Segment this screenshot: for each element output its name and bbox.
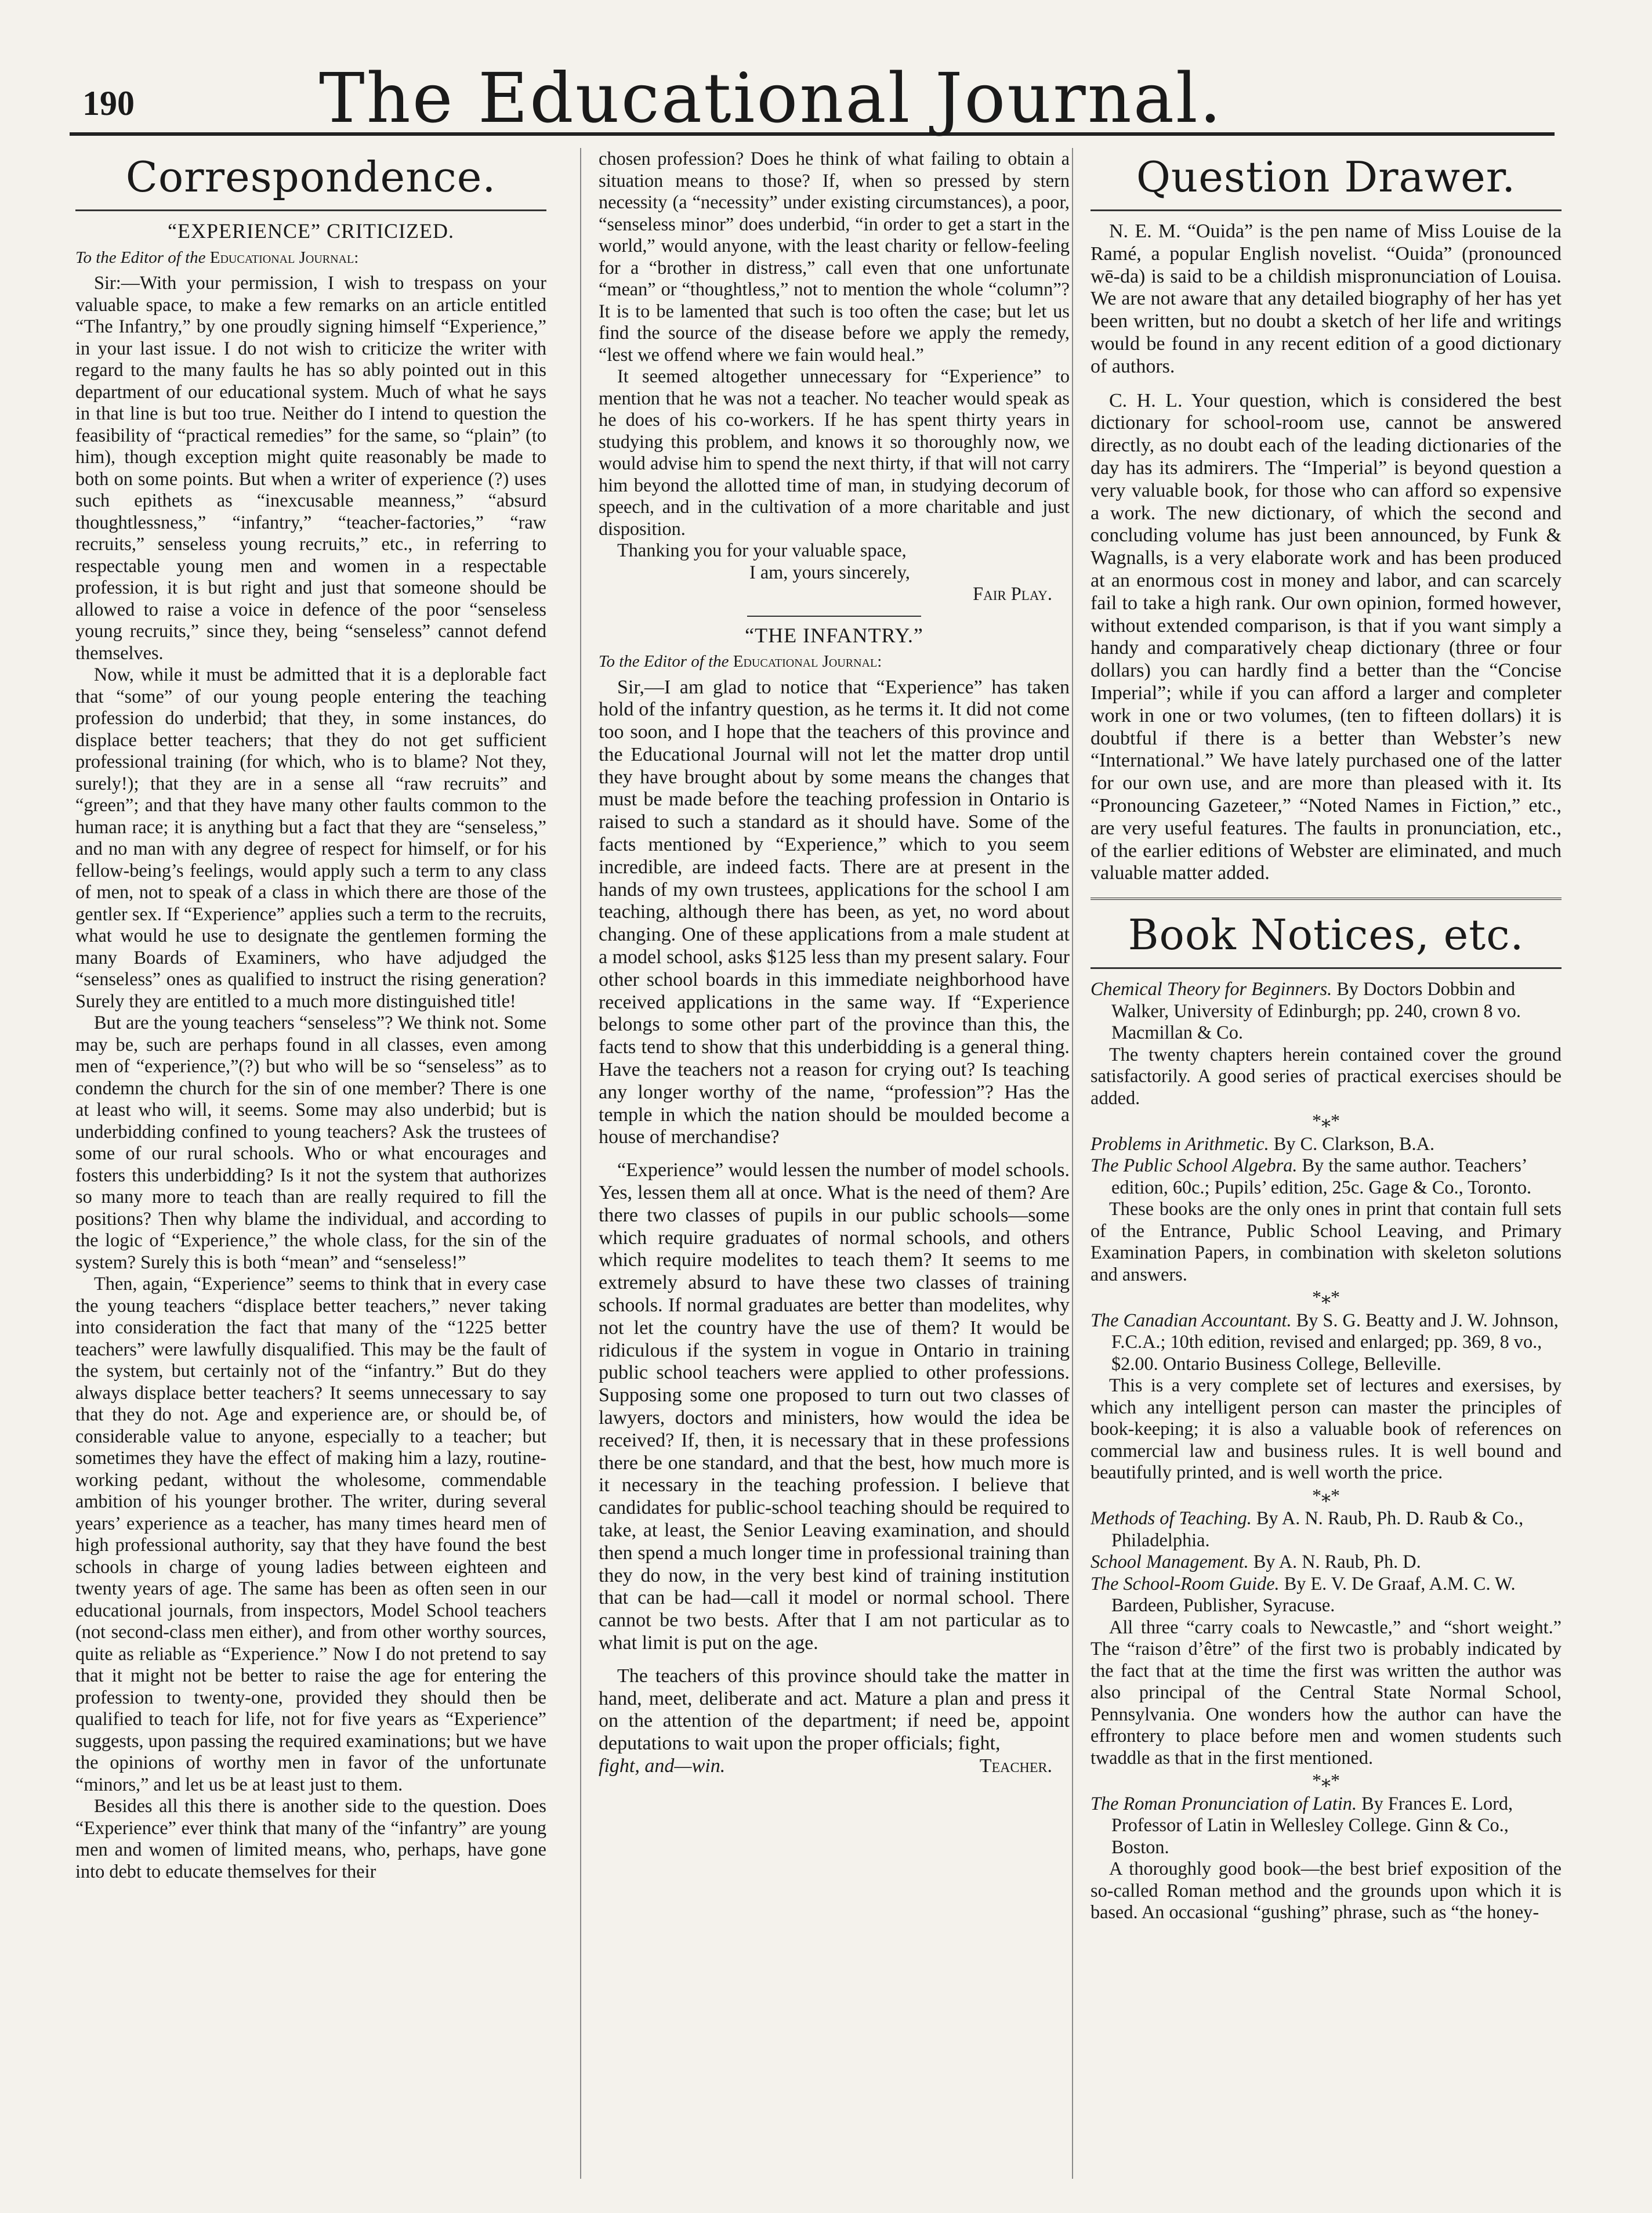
book-entry	[1091, 978, 1562, 1044]
book-notices-heading: Book Notices, etc.	[1128, 910, 1524, 960]
letter-heading: “THE INFANTRY.”	[745, 623, 923, 647]
heading-rule	[75, 209, 546, 211]
letter-paragraph: Now, while it must be admitted that it is a deplorable fact that “some” of our young people entering the teaching profession do underbid; that they, in some instances, do displace better teachers; that they do not get sufficient professional training (for which, who is to blame? Not they, surely!); that they are in a sense all “raw recruits” and “green”; and that they have many other faults common to the human race; it is anything but a fact that they are “senseless,” and no man with any degree of respect for himself, or for his fellow-being’s feelings, would apply such a term to any class of men, not to speak of a class in which there are those of the gentler sex. If “Experience” applies such a term to the recruits, what would he use to designate the gentlemen forming the many Boards of Examiners, who have adjudged the “senseless” ones as qualified to instruct the rising generation? Surely they are entitled to a much more distinguished title!	[75, 664, 546, 1011]
question-drawer-heading: Question Drawer.	[1136, 153, 1516, 201]
to-editor-line	[75, 247, 546, 269]
book-title: The Roman Pronunciation of Latin.	[1091, 1792, 1357, 1814]
letter-paragraph: Besides all this there is another side to the question. Does “Experience” ever think that many of the “infantry” are young men and women of limited means, who, perhaps, have gone into debt to educate themselves for their	[75, 1795, 546, 1882]
letter-closing: I am, yours sincerely,	[749, 561, 910, 583]
section-rule	[1091, 898, 1562, 902]
book-entry	[1091, 1573, 1562, 1617]
book-title: School Management.	[1091, 1551, 1249, 1572]
book-title: Chemical Theory for Beginners.	[1091, 978, 1332, 1000]
asterism-separator: *⁎*	[1312, 1484, 1340, 1506]
book-review: These books are the only ones in print that contain full sets of the Entrance, Public School Leaving, and Primary Examination Papers, in combination with skeleton solutions and answers.	[1091, 1198, 1562, 1285]
column-left	[75, 148, 546, 2190]
book-notice	[1091, 1507, 1562, 1769]
qd-answer: N. E. M. “Ouida” is the pen name of Miss Louise de la Ramé, a popular English novelist. “Ouida” (pronounced wē-da) is said to be a childish mispronunciation of Louisa. We are not aware that any detailed biography of her has yet been written, but no doubt a sketch of her life and writings would be found in any recent edition of a good dictionary of authors.	[1091, 220, 1562, 377]
to-editor-text: To the Editor of the	[599, 652, 729, 671]
book-notice	[1091, 978, 1562, 1109]
book-notice	[1091, 1793, 1562, 1923]
book-title: Methods of Teaching.	[1091, 1507, 1252, 1529]
heading-rule	[1091, 967, 1562, 969]
asterism-separator: *⁎*	[1312, 1770, 1340, 1791]
book-entry	[1091, 1310, 1562, 1375]
to-editor-line	[599, 651, 1070, 673]
journal-name: Educational Journal:	[209, 248, 359, 267]
book-title: The Public School Algebra.	[1091, 1155, 1298, 1176]
book-entry	[1091, 1507, 1562, 1551]
letter-signature: Teacher.	[979, 1755, 1052, 1777]
letter-paragraph: chosen profession? Does he think of what failing to obtain a situation means to those? If, when so pressed by stern necessity (a “necessity” under existing circumstances), a poor, “senseless minor” does underbid, “in order to get a start in the world,” would anyone, with the least charity or fellow-feeling for a “brother in distress,” call even that one unfortunate “mean” or “thoughtless,” not to mention the whole “column”? It is to be lamented that such is too often the case; but let us find the source of the disease before we apply the remedy, “lest we offend where we fain would heal.”	[599, 148, 1070, 365]
book-title: Problems in Arithmetic.	[1091, 1133, 1269, 1154]
separator-rule	[747, 616, 921, 617]
asterism-separator: *⁎*	[1312, 1286, 1340, 1308]
journal-name: Educational Journal:	[733, 652, 882, 671]
letter-signature: Fair Play.	[973, 583, 1052, 604]
letter-heading: “EXPERIENCE” CRITICIZED.	[168, 219, 454, 243]
column-divider	[1072, 148, 1073, 2179]
book-notice	[1091, 1133, 1562, 1286]
column-middle	[599, 148, 1070, 2190]
book-info: By A. N. Raub, Ph. D. Raub & Co., Philadelphia.	[1111, 1507, 1524, 1550]
book-title: The Canadian Accountant.	[1091, 1309, 1292, 1330]
to-editor-text: To the Editor of the	[75, 248, 206, 267]
book-info: By Frances E. Lord, Professor of Latin in Wellesley College. Ginn & Co., Boston.	[1111, 1792, 1513, 1857]
heading-rule	[1091, 209, 1562, 211]
book-info: By Doctors Dobbin and Walker, University of Edinburgh; pp. 240, crown 8 vo. Macmillan & Co.	[1111, 978, 1521, 1043]
book-info: By A. N. Raub, Ph. D.	[1253, 1551, 1421, 1572]
qd-answer: C. H. L. Your question, which is considered the best dictionary for school-room use, cannot be answered directly, as no doubt each of the leading dictionaries of the day has its admirers. The “Imperial” is beyond question a very valuable book, for those who can afford so expensive a work. The new dictionary, of which the second and concluding volume has just been announced, by Funk & Wagnalls, is a very elaborate work and has been produced at an enormous cost in money and labor, and can scarcely fail to take a high rank. Our own opinion, formed however, without extended comparison, is that if you want simply a handy and comparatively cheap dictionary (three or four dollars) you can hardly find a better than the “Concise Imperial”; while if you can afford a larger and completer work in one or two volumes, (ten to fifteen dollars) it is doubtful if there is a better than Webster’s new “International.” We have lately purchased one of the latter for our own use, and are more than pleased with it. Its “Pronouncing Gazeteer,” “Noted Names in Fiction,” etc., are very useful features. The faults in pronunciation, etc., of the earlier editions of Webster are eliminated, and much valuable matter added.	[1091, 389, 1562, 884]
letter-paragraph: Sir,—I am glad to notice that “Experience” has taken hold of the infantry question, as he terms it. It did not come too soon, and I hope that the teachers of this province and the Educational Journal will not let the matter drop until they have brought about by some means the changes that must be made before the teaching profession in Ontario is raised to such a standard as it should have. Some of the facts mentioned by “Experience,” which to you seem incredible, are indeed facts. There are at present in the hands of my own trustees, applications for the school I am teaching, although there has been, as yet, no word about changing. One of these applications from a male student at a model school, asks $125 less than my present salary. Four other school boards in this immediate neighborhood have received applications in the same way. If “Experience belongs to some other part of the province than this, the facts tend to show that this underbidding is a general thing. Have the teachers not a reason for crying out? Is teaching any longer worthy of the name, “profession”? Has the temple in which the nation should be moulded become a house of merchandise?	[599, 676, 1070, 1148]
letter-paragraph: But are the young teachers “senseless”? We think not. Some may be, such are perhaps found in all classes, even among men of “experience,”(?) but who will be so “senseless” as to condemn the church for the sin of one member? There is one at least who will, it seems. Some may also underbid; but is underbidding confined to young teachers? Ask the trustees of some of our rural schools. Who or what encourages and fosters this underbidding? Is it not the system that authorizes so many more to teach than are really required to fill the positions? Then why blame the individual, and according to the logic of “Experience,” the whole class, for the sin of the system? Surely this is both “mean” and “senseless!”	[75, 1012, 546, 1272]
column-divider	[580, 148, 581, 2179]
book-entry	[1091, 1793, 1562, 1858]
letter-paragraph: It seemed altogether unnecessary for “Experience” to mention that he was not a teacher. No teacher would speak as he does of his co-workers. If he has spent thirty years in studying this problem, and knows it so thoroughly now, we would advise him to spend the next thirty, if that will not carry him beyond the allotted time of man, in studying decorum of speech, and in the cultivation of a more charitable and just disposition.	[599, 366, 1070, 539]
journal-title: The Educational Journal.	[319, 58, 1223, 138]
correspondence-heading: Correspondence.	[125, 153, 497, 201]
letter-paragraph: Then, again, “Experience” seems to think that in every case the young teachers “displace better teachers,” never taking into consideration the fact that many of the “1225 better teachers” were lawfully disqualified. This may be the fault of the system, but certainly not of the “infantry.” But do they always displace better teachers? It seems unnecessary to say that they do not. Age and experience are, or should be, of considerable value to anyone, especially to a teacher; but sometimes they have the effect of making him a lazy, routine-working pedant, without the wholesome, commendable ambition of his younger brother. The writer, during several years’ experience as a teacher, has many times heard men of high professional authority, say that they have found the best schools in charge of young ladies between eighteen and twenty years of age. The same has been as often seen in our educational journals, from inspectors, Model School teachers (not second-class men either), and from other worthy sources, quite as reliable as “Experience.” Now I do not pretend to say that it might not be better to raise the age for entering the profession to twenty-one, provided they should then be qualified to teach for life, not for five years as “Experience” suggests, upon passing the required examinations; but we have the opinions of worthy men in favor of the unfortunate “minors,” and let us be at least just to them.	[75, 1273, 546, 1795]
book-info: By S. G. Beatty and J. W. Johnson, F.C.A.; 10th edition, revised and enlarged; pp. 369, 8 vo., $2.00. Ontario Business College, Belleville.	[1111, 1309, 1559, 1374]
letter-paragraph: Thanking you for your valuable space,	[617, 540, 907, 561]
letter-paragraph: The teachers of this province should take the matter in hand, meet, deliberate and act. Mature a plan and press it on the attention of the department; if need be, appoint deputations to wait upon the proper officials; fight,	[599, 1665, 1070, 1755]
book-review: The twenty chapters herein contained cover the ground satisfactorily. A good series of practical exercises should be added.	[1091, 1043, 1562, 1108]
book-entry	[1091, 1133, 1562, 1155]
book-info: By C. Clarkson, B.A.	[1273, 1133, 1435, 1154]
letter-last-line	[599, 1755, 1070, 1778]
book-review: A thoroughly good book—the best brief exposition of the so-called Roman method and the grounds upon which it is based. An occasional “gushing” phrase, such as “the honey-	[1091, 1858, 1562, 1923]
book-entry	[1091, 1551, 1562, 1573]
asterism-separator: *⁎*	[1312, 1110, 1340, 1131]
book-review: All three “carry coals to Newcastle,” and “short weight.” The “raison d’être” of the first two is probably indicated by the fact that at the time the first was written the author was also principal of the Central State Normal School, Pennsylvania. One wonders how the author can have the effrontery to place before men and women students such twaddle as that in the first mentioned.	[1091, 1616, 1562, 1768]
book-title: The School-Room Guide.	[1091, 1572, 1280, 1594]
masthead	[70, 58, 1555, 138]
closing-words: fight, and—win.	[599, 1755, 726, 1777]
letter-paragraph: Sir:—With your permission, I wish to trespass on your valuable space, to make a few remarks on an article entitled “The Infantry,” by one proudly signing himself “Experience,” in your last issue. I do not wish to criticize the writer with regard to the many faults he has so ably pointed out in this department of our educational system. Much of what he says in that line is but too true. Neither do I intend to question the feasibility of “practical remedies” for the same, so “plain” (to him), though exception might quite reasonably be made to both on some points. But when a writer of experience (?) uses such epithets as “inexcusable meanness,” “absurd thoughtlessness,” “infantry,” “teacher-factories,” “raw recruits,” senseless young recruits,” etc., in referring to respectable young men and women in a respectable profession, it is but right and just that someone should be allowed to raise a voice in defence of the poor “senseless young recruits,” since they, being “senseless” cannot defend themselves.	[75, 272, 546, 663]
book-notice	[1091, 1310, 1562, 1484]
column-right	[1091, 148, 1562, 2190]
letter-paragraph: “Experience” would lessen the number of model schools. Yes, lessen them all at once. What is the need of them? Are there two classes of pupils in our public schools—some which require graduates of normal schools, and others which require modelites to teach them? It seems to me extremely absurd to have these two classes of training schools. If normal graduates are better than modelites, why not let the country have the use of them? It would be ridiculous if the system in vogue in Ontario in training public school teachers were applied to other professions. Supposing some one proposed to turn out two classes of lawyers, doctors and ministers, how would the idea be received? If, then, it is necessary that in these professions there be one standard, and that the best, how much more is it necessary in the teaching profession. I believe that candidates for public-school teaching should be required to take, at least, the Senior Leaving examination, and should then spend a much longer time in professional training than they do now, in the very best kind of training institution that can be had—call it model or normal school. There cannot be two bests. After that I am not particular as to what limit is put on the age.	[599, 1159, 1070, 1654]
book-info: By the same author. Teachers’ edition, 60c.; Pupils’ edition, 25c. Gage & Co., Toronto.	[1111, 1155, 1532, 1198]
page-number: 190	[82, 84, 135, 122]
book-entry	[1091, 1155, 1562, 1198]
book-review: This is a very complete set of lectures and exersises, by which any intelligent person can master the principles of book-keeping; it is also a valuable book of references on commercial law and business rules. It is well bound and beautifully printed, and is well worth the price.	[1091, 1375, 1562, 1483]
book-info: By E. V. De Graaf, A.M. C. W. Bardeen, Publisher, Syracuse.	[1111, 1572, 1516, 1616]
